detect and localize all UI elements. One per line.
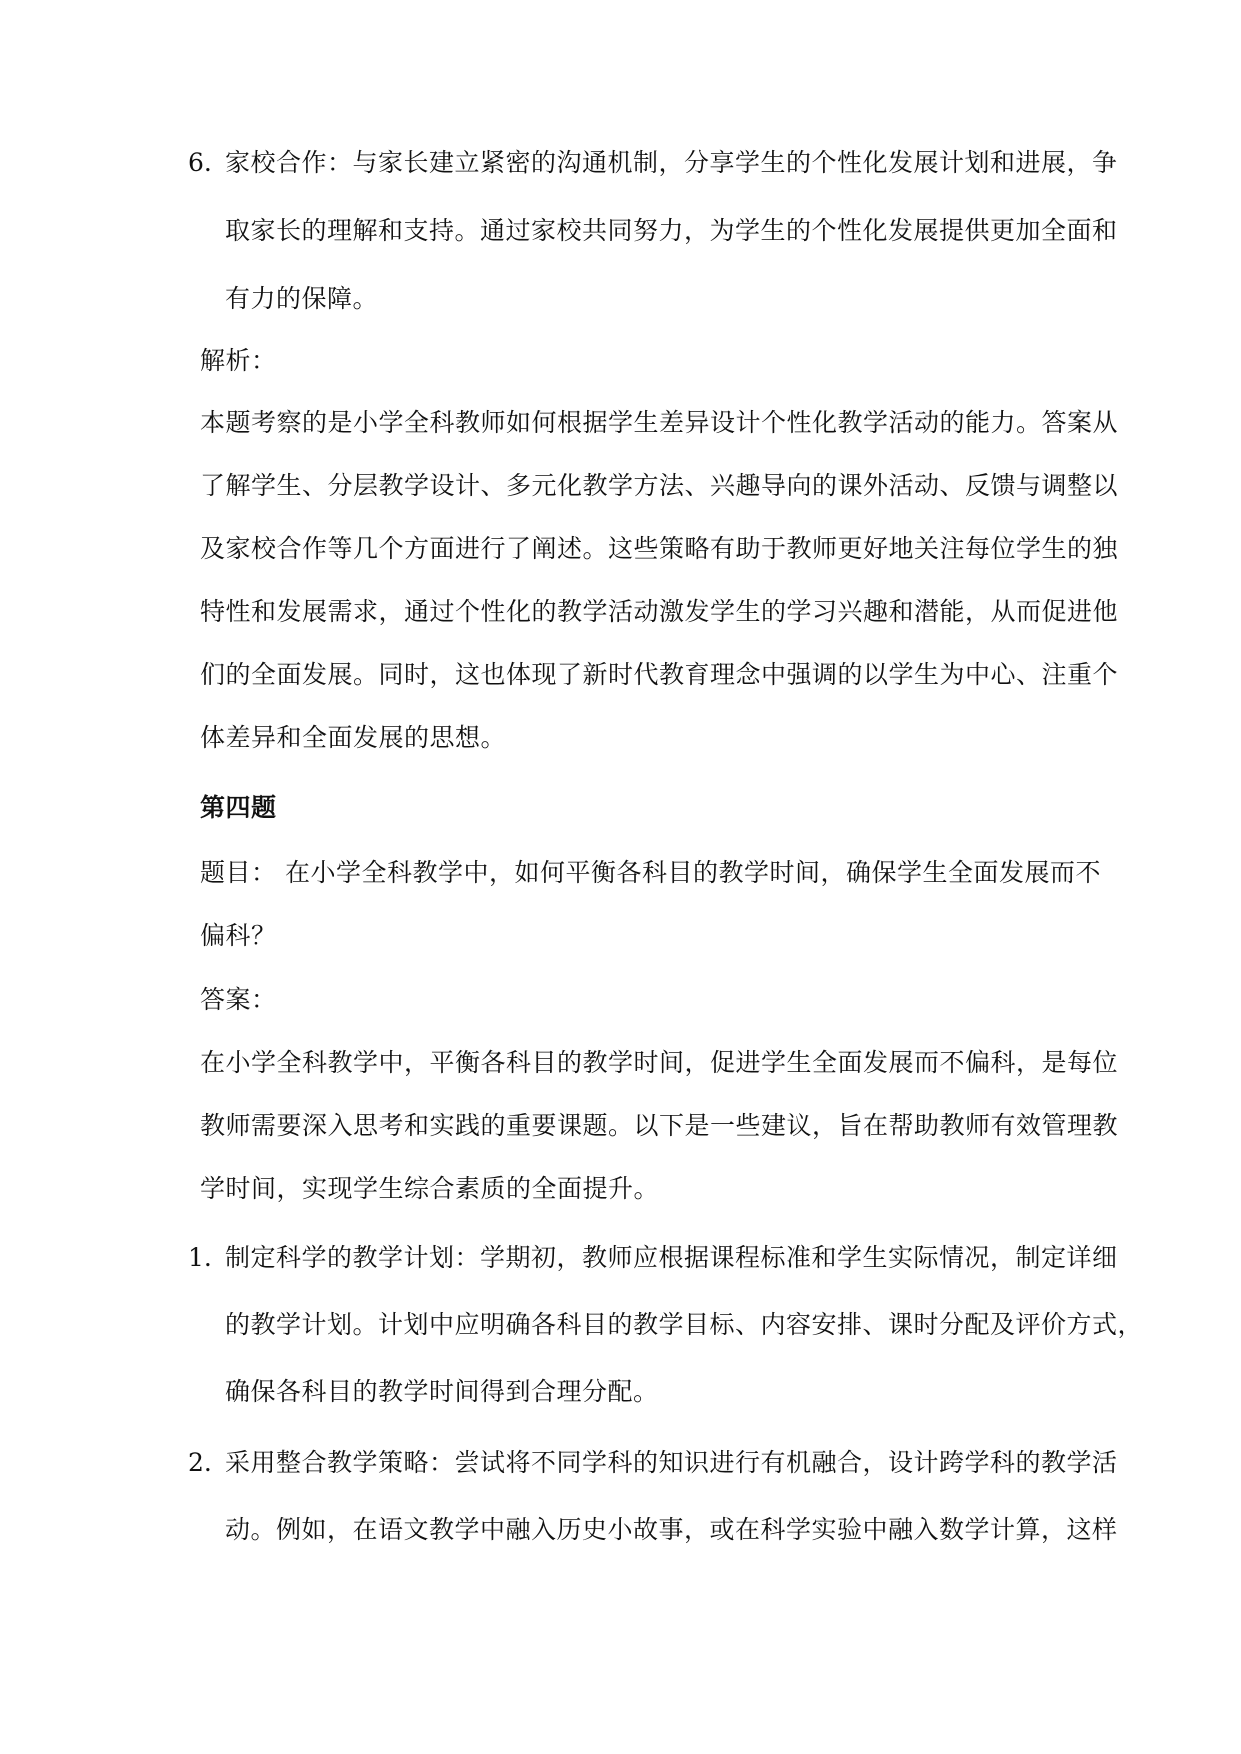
list-item-line: 动。例如，在语文教学中融入历史小故事，或在科学实验中融入数学计算，这样 (225, 1515, 1118, 1544)
list-number: 2. (188, 1448, 212, 1477)
list-number: 6. (188, 148, 212, 177)
analysis-label: 解析： (200, 346, 277, 375)
paragraph-line: 在小学全科教学中，平衡各科目的教学时间，促进学生全面发展而不偏科，是每位 (200, 1048, 1119, 1077)
paragraph-line: 们的全面发展。同时，这也体现了新时代教育理念中强调的以学生为中心、注重个 (200, 660, 1119, 689)
paragraph-line: 了解学生、分层教学设计、多元化教学方法、兴趣导向的课外活动、反馈与调整以 (200, 471, 1119, 500)
list-item-line: 家校合作：与家长建立紧密的沟通机制，分享学生的个性化发展计划和进展，争 (225, 148, 1118, 177)
paragraph-line: 体差异和全面发展的思想。 (200, 723, 507, 752)
question-line: 题目： 在小学全科教学中，如何平衡各科目的教学时间，确保学生全面发展而不 (200, 858, 1101, 887)
list-number: 1. (188, 1243, 212, 1272)
paragraph-line: 特性和发展需求，通过个性化的教学活动激发学生的学习兴趣和潜能，从而促进他 (200, 597, 1119, 626)
list-item-line: 取家长的理解和支持。通过家校共同努力，为学生的个性化发展提供更加全面和 (225, 216, 1118, 245)
question-line: 偏科？ (200, 921, 277, 950)
paragraph-line: 本题考察的是小学全科教师如何根据学生差异设计个性化教学活动的能力。答案从 (200, 408, 1119, 437)
list-item-line: 有力的保障。 (225, 284, 379, 313)
list-item-line: 确保各科目的教学时间得到合理分配。 (225, 1377, 659, 1406)
section-heading: 第四题 (200, 793, 277, 822)
list-item-line: 采用整合教学策略：尝试将不同学科的知识进行有机融合，设计跨学科的教学活 (225, 1448, 1118, 1477)
paragraph-line: 教师需要深入思考和实践的重要课题。以下是一些建议，旨在帮助教师有效管理教 (200, 1111, 1119, 1140)
paragraph-line: 及家校合作等几个方面进行了阐述。这些策略有助于教师更好地关注每位学生的独 (200, 534, 1119, 563)
list-item-line: 的教学计划。计划中应明确各科目的教学目标、内容安排、课时分配及评价方式， (225, 1310, 1144, 1339)
list-item-line: 制定科学的教学计划：学期初，教师应根据课程标准和学生实际情况，制定详细 (225, 1243, 1118, 1272)
answer-label: 答案： (200, 985, 277, 1014)
paragraph-line: 学时间，实现学生综合素质的全面提升。 (200, 1174, 660, 1203)
